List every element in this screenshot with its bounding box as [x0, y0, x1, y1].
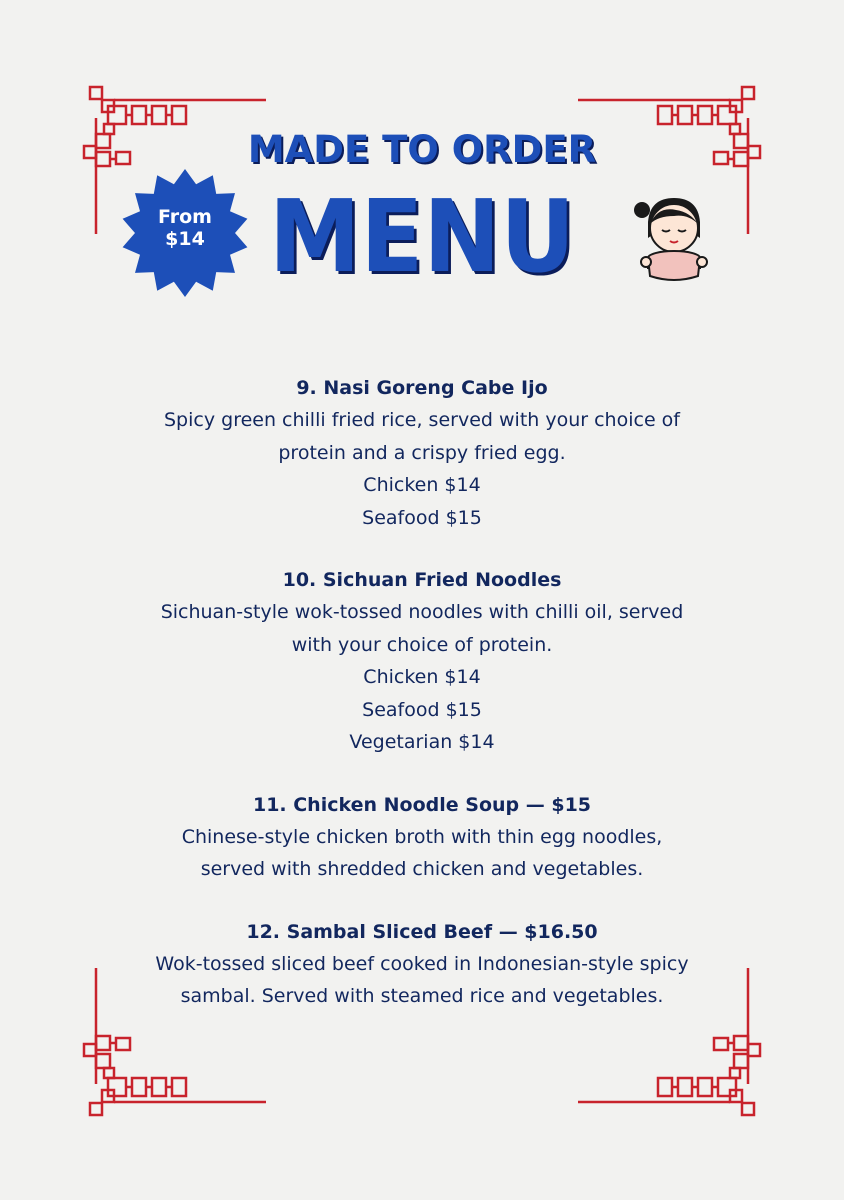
menu-item-description-line: protein and a crispy fried egg. — [278, 441, 566, 464]
menu-item-description — [100, 596, 744, 661]
menu-item — [100, 916, 744, 1013]
menu-item — [100, 789, 744, 886]
menu-item-description — [100, 948, 744, 1013]
chef-girl-icon — [628, 188, 720, 286]
menu-item — [100, 564, 744, 759]
menu-item-description — [100, 821, 744, 886]
menu-item-description — [100, 404, 744, 469]
menu-item-option: Chicken $14 — [363, 666, 481, 688]
menu-item-description-line: Spicy green chilli fried rice, served with your choice of — [164, 409, 680, 431]
menu-item-description-line: Chinese-style chicken broth with thin egg noodles, — [181, 825, 663, 848]
menu-item-description-line: Wok-tossed sliced beef cooked in Indonesian-style spicy — [155, 952, 689, 975]
menu-item-title: 12. Sambal Sliced Beef — $16.50 — [246, 920, 598, 943]
price-badge — [120, 168, 250, 298]
menu-item-option: Seafood $15 — [362, 506, 482, 529]
menu-item-title: 10. Sichuan Fried Noodles — [282, 569, 562, 591]
menu-item-description-line: sambal. Served with steamed rice and vegetables. — [180, 985, 664, 1007]
menu-item-description-line: served with shredded chicken and vegetables. — [200, 858, 644, 880]
menu-item-title: 9. Nasi Goreng Cabe Ijo — [296, 377, 548, 399]
price-badge-text — [120, 206, 250, 250]
menu-title: MENU — [268, 178, 576, 295]
menu-list — [100, 372, 744, 1043]
menu-item-description-line: Sichuan-style wok-tossed noodles with chilli oil, served — [160, 601, 684, 623]
menu-item — [100, 372, 744, 534]
menu-item-option: Vegetarian $14 — [349, 731, 495, 753]
menu-item-title: 11. Chicken Noodle Soup — $15 — [252, 793, 592, 816]
price-badge-line2: $14 — [165, 228, 205, 250]
menu-item-option: Seafood $15 — [362, 698, 482, 721]
menu-item-option: Chicken $14 — [363, 474, 481, 496]
menu-item-description-line: with your choice of protein. — [291, 633, 553, 656]
menu-subtitle: MADE TO ORDER — [247, 128, 597, 171]
price-badge-line1: From — [158, 206, 212, 228]
